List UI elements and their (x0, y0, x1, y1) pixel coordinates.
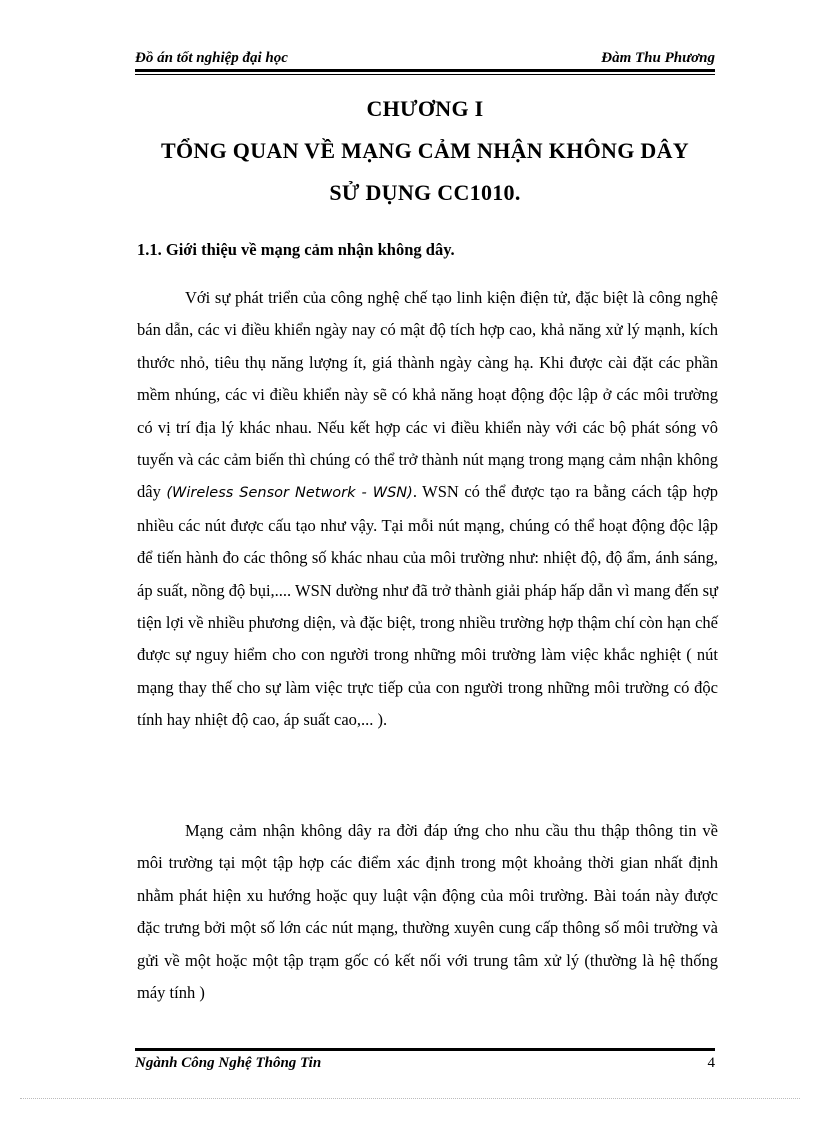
page-bottom-divider (20, 1098, 800, 1099)
paragraph-1 (137, 282, 718, 737)
chapter-title-line1: TỔNG QUAN VỀ MẠNG CẢM NHẬN KHÔNG DÂY (161, 138, 689, 163)
page-footer (135, 1055, 715, 1075)
header-rule-thin (135, 74, 715, 75)
footer-rule (135, 1048, 715, 1051)
paragraph-1-italic-term: (Wireless Sensor Network - WSN) (166, 485, 413, 502)
paragraph-1-text-a: Với sự phát triển của công nghệ chế tạo linh kiện điện tử, đặc biệt là công nghệ bán dẫn, các vi điều khiển ngày nay có mật độ tích hợp cao, khả năng xử lý mạnh, kích thước nhỏ, tiêu thụ năng lượng ít, giá thành ngày càng hạ. Khi được cài đặt các phần mềm nhúng, các vi điều khiển này sẽ có khả năng hoạt động độc lập ở các môi trường có vị trí địa lý khác nhau. Nếu kết hợp các vi điều khiển này với các bộ phát sóng vô tuyến và các cảm biến thì chúng có thể trở thành nút mạng trong mạng cảm nhận không dây (137, 288, 718, 502)
header-rule-thick (135, 69, 715, 72)
paragraph-2-text: Mạng cảm nhận không dây ra đời đáp ứng cho nhu cầu thu thập thông tin về môi trường tại một tập hợp các điểm xác định trong một khoảng thời gian nhất định nhằm phát hiện xu hướng hoặc quy luật vận động của môi trường. Bài toán này được đặc trưng bởi một số lớn các nút mạng, thường xuyên cung cấp thông số môi trường và gửi về một hoặc một tập trạm gốc có kết nối với trung tâm xử lý (thường là hệ thống máy tính ) (137, 821, 718, 1003)
paragraph-1-text-b: . WSN có thể được tạo ra bằng cách tập hợp nhiều các nút được cấu tạo như vậy. Tại mỗi nút mạng, chúng có thể hoạt động độc lập để tiến hành đo các thông số khác nhau của môi trường như: nhiệt độ, độ ẩm, ánh sáng, áp suất, nồng độ bụi,.... WSN dường như đã trở thành giải pháp hấp dẫn vì mang đến sự tiện lợi về nhiều phương diện, và đặc biệt, trong nhiều trường hợp thậm chí còn hạn chế được sự nguy hiểm cho con người trong những môi trường làm việc khắc nghiệt ( nút mạng thay thế cho sự làm việc trực tiếp của con người trong những môi trường có độc tính hay nhiệt độ cao, áp suất cao,... ). (137, 482, 719, 730)
page-header (135, 50, 715, 70)
page-number: 4 (707, 1055, 715, 1071)
paragraph-2 (137, 815, 718, 1009)
header-author: Đàm Thu Phương (601, 50, 715, 66)
section-heading: 1.1. Giới thiệu về mạng cảm nhận không dây. (137, 240, 455, 259)
header-title: Đồ án tốt nghiệp đại học (135, 50, 288, 66)
chapter-title-line2: SỬ DỤNG CC1010. (329, 180, 521, 205)
chapter-number: CHƯƠNG I (366, 96, 484, 121)
footer-department: Ngành Công Nghệ Thông Tin (135, 1055, 322, 1071)
